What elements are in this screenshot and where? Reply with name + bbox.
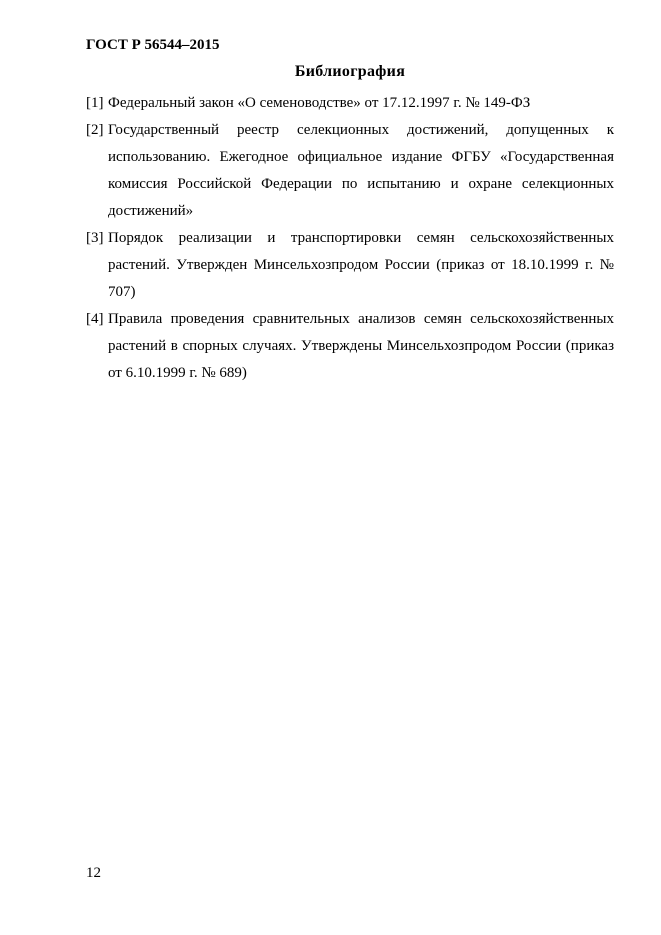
bibliography-entry-2 (86, 117, 614, 225)
entry-number: [1] (86, 95, 104, 111)
bibliography-entry-4 (86, 306, 614, 387)
entry-text: Порядок реализации и транспортировки семян сельскохозяйственных растений. Утвержден Минсельхозпродом России (приказ от 18.10.1999 г. № 707) (108, 230, 614, 300)
page-title: Библиография (294, 63, 406, 80)
entry-number: [3] (86, 230, 104, 246)
page-number: 12 (86, 865, 101, 881)
entry-text: Государственный реестр селекционных достижений, допущенных к использованию. Ежегодное официальное издание ФГБУ «Государственная комиссия Российской Федерации по испытанию и охране селекционных достижений» (108, 122, 614, 219)
entry-number: [2] (86, 122, 104, 138)
document-code-header: ГОСТ Р 56544–2015 (86, 37, 220, 53)
bibliography-entry-3 (86, 225, 614, 306)
bibliography-list (86, 90, 614, 387)
bibliography-entry-1 (86, 90, 614, 117)
entry-number: [4] (86, 311, 104, 327)
entry-text: Правила проведения сравнительных анализов семян сельскохозяйственных растений в спорных случаях. Утверждены Минсельхозпродом России (приказ от 6.10.1999 г. № 689) (108, 311, 614, 381)
entry-text: Федеральный закон «О семеноводстве» от 17.12.1997 г. № 149-ФЗ (108, 95, 531, 111)
